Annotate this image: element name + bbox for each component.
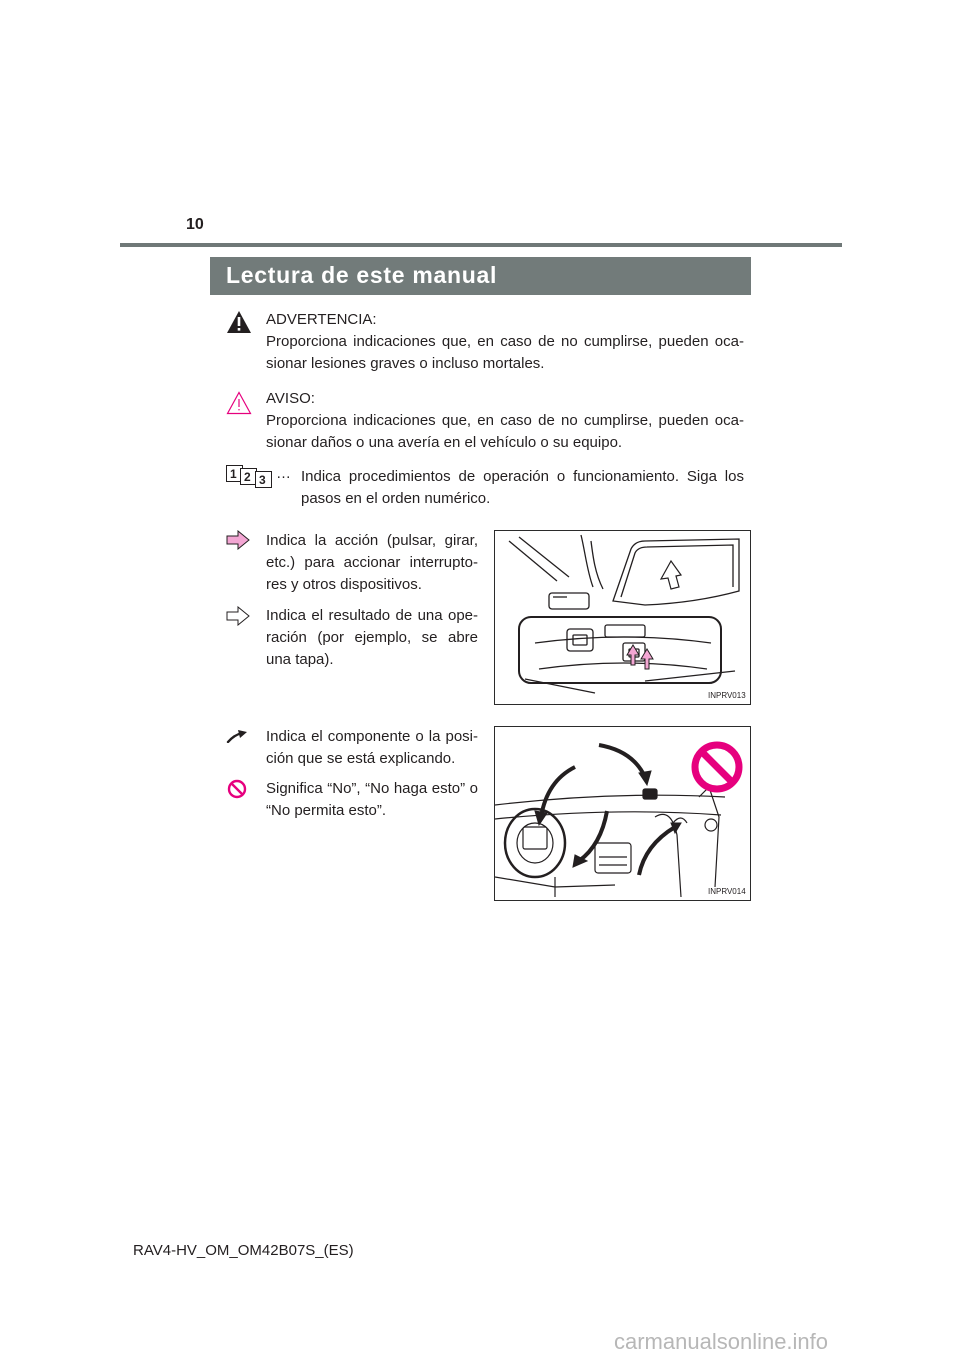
steps-text-line2: pasos en el orden numérico. <box>301 490 491 507</box>
figure-dashboard <box>494 726 751 901</box>
component-entry <box>266 726 478 770</box>
header-rule <box>120 243 842 247</box>
dashboard-illustration <box>495 727 750 900</box>
window-switch-illustration <box>495 531 750 704</box>
no-text-line2: “No permita esto”. <box>266 802 387 819</box>
warning-text-line2: sionar lesiones graves o incluso mortales. <box>266 355 545 372</box>
notice-entry <box>266 388 744 454</box>
action-arrow-filled-pink-icon <box>226 530 250 550</box>
figure-window-switch <box>494 530 751 705</box>
action-text-line3: res y otros dispositivos. <box>266 576 422 593</box>
warning-triangle-outline-icon <box>226 391 252 415</box>
result-arrow-outline-icon <box>226 606 250 626</box>
warning-triangle-filled-icon <box>226 310 252 334</box>
prohibited-circle-icon <box>227 779 247 799</box>
no-text-line1: Significa “No”, “No haga esto” o <box>266 780 478 797</box>
action-entry <box>266 530 478 596</box>
steps-ellipsis: … <box>276 465 291 482</box>
notice-text-line2: sionar daños o una avería en el vehículo o su equipo. <box>266 434 623 451</box>
component-text-line2: ción que se está explicando. <box>266 750 456 767</box>
notice-title: AVISO: <box>266 390 315 407</box>
section-banner <box>210 257 751 295</box>
steps-text-line1: Indica procedimientos de operación o funcionamiento. Siga los <box>301 468 744 485</box>
action-text-line2: etc.) para accionar interrupto- <box>266 554 478 571</box>
section-title: Lectura de este manual <box>226 262 498 288</box>
notice-text-line1: Proporciona indicaciones que, en caso de no cumplirse, pueden oca- <box>266 412 744 429</box>
step-digit-1: 1 <box>230 467 237 481</box>
step-digit-3: 3 <box>259 473 266 487</box>
result-entry <box>266 605 478 671</box>
warning-entry <box>266 309 744 375</box>
figure-2-code: INPRV014 <box>708 887 746 896</box>
page-number: 10 <box>186 216 204 233</box>
result-text-line3: una tapa). <box>266 651 334 668</box>
numbered-steps-icon <box>226 465 274 489</box>
result-text-line1: Indica el resultado de una ope- <box>266 607 478 624</box>
figure-1-code: INPRV013 <box>708 691 746 700</box>
footer-code: RAV4-HV_OM_OM42B07S_(ES) <box>133 1242 354 1259</box>
result-text-line2: ración (por ejemplo, se abre <box>266 629 478 646</box>
warning-text-line1: Proporciona indicaciones que, en caso de no cumplirse, pueden oca- <box>266 333 744 350</box>
action-text-line1: Indica la acción (pulsar, girar, <box>266 532 478 549</box>
watermark: carmanualsonline.info <box>614 1329 829 1354</box>
component-pointer-arrow-icon <box>226 729 248 743</box>
no-entry <box>266 778 478 822</box>
warning-title: ADVERTENCIA: <box>266 311 377 328</box>
component-text-line1: Indica el componente o la posi- <box>266 728 478 745</box>
step-digit-2: 2 <box>244 470 251 484</box>
steps-entry <box>301 466 744 510</box>
